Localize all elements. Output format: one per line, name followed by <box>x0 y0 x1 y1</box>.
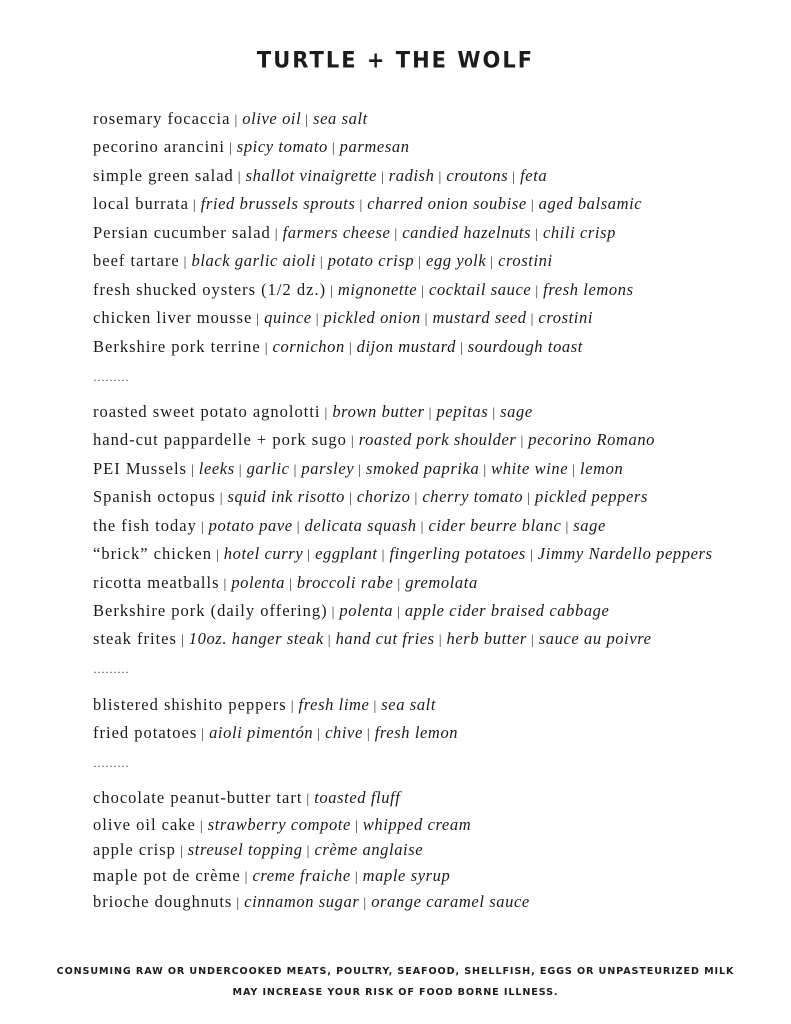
separator: | <box>397 605 401 620</box>
item-accompaniment: chive <box>325 723 363 742</box>
item-accompaniment: feta <box>520 166 548 185</box>
separator: | <box>366 727 371 742</box>
separator: | <box>238 463 243 478</box>
item-accompaniment: chorizo <box>356 487 411 506</box>
item-accompaniment: cider beurre blanc <box>428 516 562 535</box>
health-warning-line-2: MAY INCREASE YOUR RISK OF FOOD BORNE ILLNESS. <box>232 987 559 998</box>
item-name: chocolate peanut-butter tart <box>93 788 303 807</box>
item-name: blistered shishito peppers <box>93 695 287 714</box>
section-divider: ……… <box>93 756 129 770</box>
item-name: roasted sweet potato agnolotti <box>93 402 321 421</box>
item-accompaniment: brown butter <box>332 402 425 421</box>
item-accompaniment: apple cider braised cabbage <box>404 601 610 620</box>
separator: | <box>490 255 495 270</box>
item-name: Persian cucumber salad <box>93 223 271 242</box>
separator: | <box>424 312 429 327</box>
item-accompaniment: parmesan <box>339 137 410 156</box>
item-accompaniment: maple syrup <box>362 866 451 885</box>
separator: | <box>572 463 577 478</box>
separator: | <box>512 170 517 185</box>
item-accompaniment: Jimmy Nardello peppers <box>537 544 713 563</box>
separator: | <box>289 577 293 592</box>
item-name: local burrata <box>93 194 189 213</box>
item-accompaniment: pickled onion <box>323 308 421 327</box>
item-accompaniment: potato pave <box>208 516 293 535</box>
separator: | <box>492 406 497 421</box>
separator: | <box>223 577 228 592</box>
menu-item <box>93 695 436 717</box>
separator: | <box>192 198 197 213</box>
menu-item <box>93 251 553 273</box>
item-name: “brick” chicken <box>93 544 212 563</box>
item-accompaniment: mustard seed <box>432 308 527 327</box>
separator: | <box>293 463 298 478</box>
item-accompaniment: olive oil <box>242 109 302 128</box>
separator: | <box>438 633 443 648</box>
item-accompaniment: white wine <box>491 459 569 478</box>
restaurant-title: TURTLE + THE WOLF <box>256 47 535 73</box>
item-accompaniment: shallot vinaigrette <box>245 166 377 185</box>
separator: | <box>420 520 425 535</box>
health-warning-line-1: CONSUMING RAW OR UNDERCOOKED MEATS, POULTRY, SEAFOOD, SHELLFISH, EGGS OR UNPASTEURIZED MILK <box>56 966 735 977</box>
item-accompaniment: farmers cheese <box>282 223 391 242</box>
item-accompaniment: sea salt <box>381 695 437 714</box>
separator: | <box>529 548 534 563</box>
menu-item <box>93 892 530 914</box>
item-accompaniment: sourdough toast <box>467 337 583 356</box>
separator: | <box>215 548 220 563</box>
item-accompaniment: eggplant <box>315 544 378 563</box>
separator: | <box>380 170 385 185</box>
separator: | <box>228 141 233 156</box>
item-accompaniment: pecorino Romano <box>528 430 656 449</box>
separator: | <box>359 198 364 213</box>
item-accompaniment: creme fraiche <box>252 866 351 885</box>
menu-item <box>93 723 458 745</box>
item-name: steak frites <box>93 629 177 648</box>
item-accompaniment: fresh lemons <box>543 280 634 299</box>
item-accompaniment: garlic <box>246 459 290 478</box>
separator: | <box>290 699 295 714</box>
item-name: brioche doughnuts <box>93 892 233 911</box>
separator: | <box>428 406 433 421</box>
separator: | <box>183 255 188 270</box>
separator: | <box>354 870 359 885</box>
separator: | <box>530 198 535 213</box>
section-divider: ……… <box>93 662 129 676</box>
item-name: maple pot de crème <box>93 866 241 885</box>
separator: | <box>199 819 204 834</box>
item-accompaniment: sage <box>500 402 533 421</box>
separator: | <box>381 548 386 563</box>
separator: | <box>459 341 464 356</box>
separator: | <box>315 312 320 327</box>
separator: | <box>349 491 353 506</box>
menu-item <box>93 166 547 188</box>
item-accompaniment: candied hazelnuts <box>402 223 532 242</box>
item-name: fresh shucked oysters <box>93 280 257 299</box>
separator: | <box>394 227 399 242</box>
menu-item <box>93 402 533 424</box>
separator: | <box>358 463 362 478</box>
separator: | <box>256 312 261 327</box>
menu-item <box>93 866 450 888</box>
separator: | <box>530 633 535 648</box>
separator: | <box>179 844 184 859</box>
separator: | <box>305 113 310 128</box>
item-name: hand-cut pappardelle + pork sugo <box>93 430 347 449</box>
item-name: Spanish octopus <box>93 487 216 506</box>
separator: | <box>190 463 195 478</box>
separator: | <box>373 699 378 714</box>
separator: | <box>306 844 311 859</box>
separator: | <box>348 341 353 356</box>
item-name: simple green salad <box>93 166 234 185</box>
menu-item <box>93 815 471 837</box>
menu-item <box>93 840 423 862</box>
separator: | <box>319 255 324 270</box>
menu-item <box>93 280 634 302</box>
item-accompaniment: crostini <box>538 308 594 327</box>
menu-item <box>93 629 652 651</box>
section-divider: ……… <box>93 370 129 384</box>
item-accompaniment: hotel curry <box>223 544 304 563</box>
menu-item <box>93 487 648 509</box>
separator: | <box>324 406 329 421</box>
item-accompaniment: potato crisp <box>327 251 415 270</box>
menu-item <box>93 573 478 595</box>
item-name: the fish today <box>93 516 197 535</box>
menu-item <box>93 459 623 481</box>
separator: | <box>234 113 239 128</box>
menu-item <box>93 544 713 566</box>
item-accompaniment: charred onion soubise <box>367 194 527 213</box>
item-accompaniment: cocktail sauce <box>429 280 532 299</box>
menu-item <box>93 137 410 159</box>
separator: | <box>264 341 269 356</box>
separator: | <box>520 434 525 449</box>
separator: | <box>330 284 334 299</box>
item-accompaniment: smoked paprika <box>366 459 480 478</box>
item-accompaniment: cherry tomato <box>422 487 524 506</box>
separator: | <box>535 227 539 242</box>
item-name: rosemary focaccia <box>93 109 231 128</box>
item-accompaniment: aioli pimentón <box>209 723 314 742</box>
item-accompaniment: croutons <box>446 166 509 185</box>
item-accompaniment: aged balsamic <box>538 194 643 213</box>
item-accompaniment: pickled peppers <box>534 487 648 506</box>
item-accompaniment: spicy tomato <box>236 137 328 156</box>
separator: | <box>306 792 311 807</box>
item-accompaniment: lemon <box>580 459 624 478</box>
item-accompaniment: fingerling potatoes <box>389 544 526 563</box>
separator: | <box>527 491 531 506</box>
separator: | <box>200 520 205 535</box>
item-name: Berkshire pork (daily offering) <box>93 601 328 620</box>
separator: | <box>236 896 241 911</box>
item-name: beef tartare <box>93 251 180 270</box>
item-accompaniment: egg yolk <box>426 251 487 270</box>
separator: | <box>354 819 359 834</box>
separator: | <box>317 727 322 742</box>
separator: | <box>438 170 443 185</box>
item-name: olive oil cake <box>93 815 196 834</box>
item-accompaniment: fresh lemon <box>374 723 459 742</box>
separator: | <box>350 434 355 449</box>
item-accompaniment: quince <box>264 308 312 327</box>
item-accompaniment: fresh lime <box>298 695 370 714</box>
separator: | <box>414 491 419 506</box>
item-accompaniment: strawberry compote <box>207 815 351 834</box>
item-accompaniment: toasted fluff <box>314 788 401 807</box>
item-accompaniment: herb butter <box>446 629 527 648</box>
separator: | <box>237 170 242 185</box>
item-accompaniment: squid ink risotto <box>227 487 345 506</box>
item-accompaniment: pepitas <box>436 402 489 421</box>
item-accompaniment: delicata squash <box>304 516 417 535</box>
item-accompaniment: black garlic aioli <box>191 251 316 270</box>
menu-item <box>93 788 400 810</box>
menu-item <box>93 223 616 245</box>
separator: | <box>331 141 336 156</box>
menu-item <box>93 308 593 330</box>
separator: | <box>244 870 249 885</box>
item-accompaniment: fried brussels sprouts <box>200 194 356 213</box>
item-name: Berkshire pork terrine <box>93 337 261 356</box>
separator: | <box>565 520 570 535</box>
item-accompaniment: polenta <box>339 601 394 620</box>
item-accompaniment: crostini <box>498 251 553 270</box>
item-accompaniment: orange caramel sauce <box>371 892 530 911</box>
item-accompaniment: hand cut fries <box>335 629 435 648</box>
separator: | <box>296 520 301 535</box>
item-accompaniment: 10oz. hanger steak <box>188 629 324 648</box>
item-accompaniment: cinnamon sugar <box>244 892 360 911</box>
menu-item <box>93 516 606 538</box>
item-accompaniment: mignonette <box>337 280 418 299</box>
separator: | <box>327 633 332 648</box>
item-accompaniment: sea salt <box>313 109 368 128</box>
item-accompaniment: roasted pork shoulder <box>358 430 517 449</box>
separator: | <box>307 548 312 563</box>
item-accompaniment: broccoli rabe <box>296 573 394 592</box>
separator: | <box>530 312 535 327</box>
menu-item <box>93 109 368 131</box>
item-accompaniment: polenta <box>231 573 286 592</box>
separator: | <box>219 491 224 506</box>
separator: | <box>418 255 423 270</box>
separator: | <box>180 633 185 648</box>
item-name: chicken liver mousse <box>93 308 253 327</box>
item-accompaniment: chili crisp <box>542 223 616 242</box>
menu-item <box>93 337 583 359</box>
item-name: ricotta meatballs <box>93 573 220 592</box>
separator: | <box>363 896 368 911</box>
separator: | <box>274 227 279 242</box>
item-name: apple crisp <box>93 840 176 859</box>
menu-item <box>93 194 642 216</box>
separator: | <box>201 727 206 742</box>
item-accompaniment: parsley <box>301 459 355 478</box>
item-accompaniment: sage <box>573 516 606 535</box>
item-accompaniment: radish <box>388 166 435 185</box>
item-accompaniment: cornichon <box>272 337 345 356</box>
menu-item <box>93 601 609 623</box>
item-name: fried potatoes <box>93 723 198 742</box>
separator: | <box>421 284 426 299</box>
item-accompaniment: sauce au poivre <box>538 629 652 648</box>
item-name: pecorino arancini <box>93 137 225 156</box>
item-name: PEI Mussels <box>93 459 187 478</box>
item-accompaniment: crème anglaise <box>314 840 424 859</box>
item-accompaniment: dijon mustard <box>356 337 456 356</box>
item-portion: (1/2 dz.) <box>261 280 327 299</box>
item-accompaniment: streusel topping <box>187 840 303 859</box>
separator: | <box>535 284 540 299</box>
separator: | <box>397 577 402 592</box>
separator: | <box>483 463 488 478</box>
menu-item <box>93 430 655 452</box>
item-accompaniment: gremolata <box>405 573 478 592</box>
item-accompaniment: whipped cream <box>362 815 472 834</box>
item-accompaniment: leeks <box>198 459 235 478</box>
separator: | <box>331 605 336 620</box>
